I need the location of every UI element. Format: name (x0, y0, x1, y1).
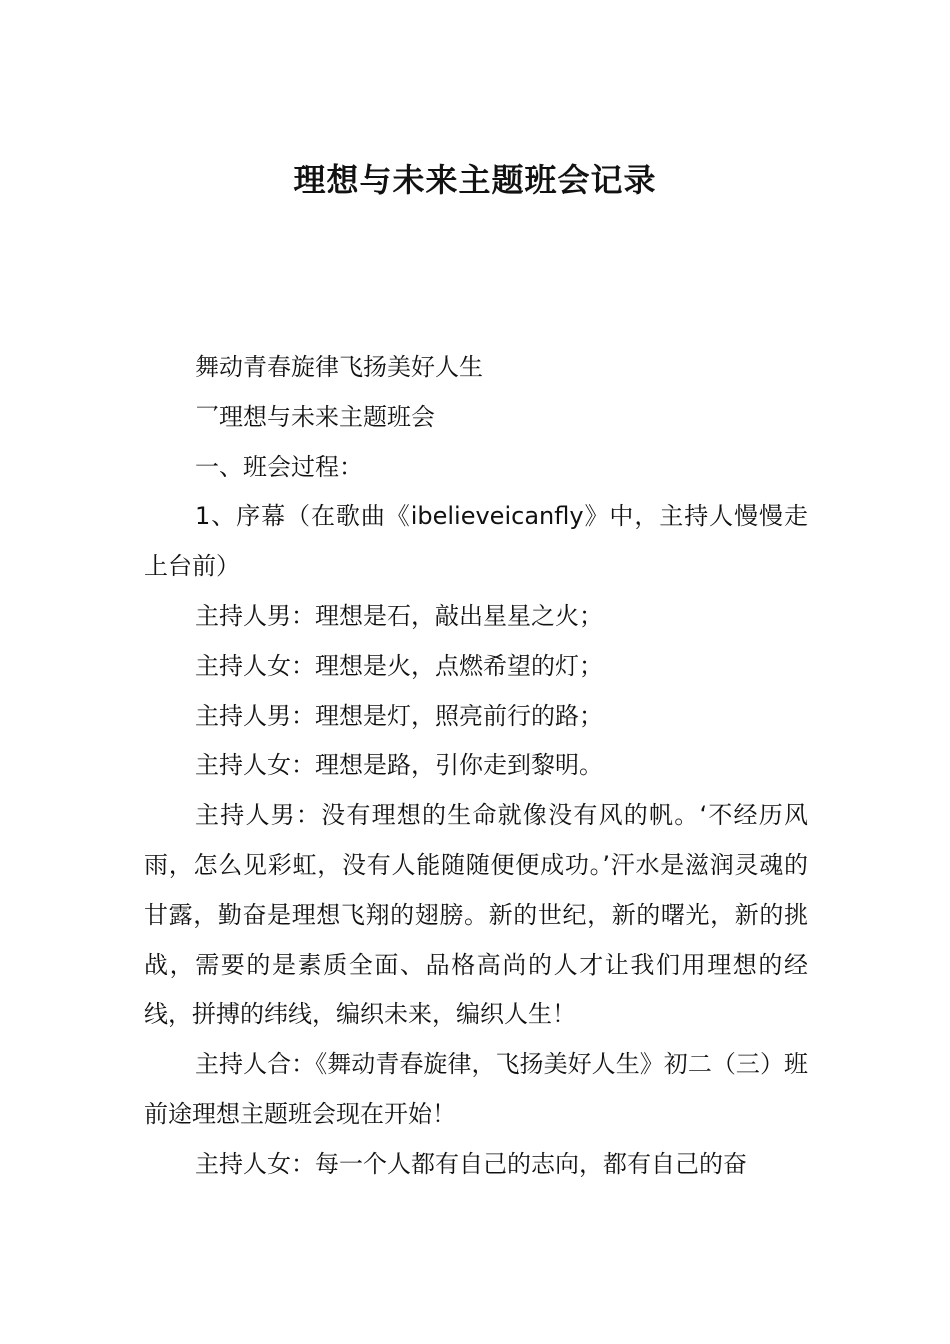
document-body (144, 343, 808, 1190)
paragraph-host-male-2: 主持人男：理想是灯，照亮前行的路； (195, 701, 603, 730)
paragraph-subtitle: 乛理想与未来主题班会 (195, 402, 435, 431)
paragraph-host-male-3: 主持人男：没有理想的生命就像没有风的帆。‘不经历风雨，怎么见彩虹，没有人能随随便便成功。’汗水是滋润灵魂的甘露，勤奋是理想飞翔的翅膀。新的世纪，新的曙光，新的挑战，需要的是素质全面、品格高尚的人才让我们用理想的经线，拼搏的纬线，编织未来，编织人生！ (144, 801, 808, 1029)
paragraph-section-heading: 一、班会过程： (195, 452, 363, 481)
paragraph-host-female-1: 主持人女：理想是火，点燃希望的灯； (195, 651, 603, 680)
document-title: 理想与未来主题班会记录 (293, 161, 657, 199)
paragraph-host-female-3: 主持人女：每一个人都有自己的志向，都有自己的奋 (195, 1149, 747, 1178)
paragraph-prelude: 1、序幕（在歌曲《ibelieveicanfly》中，主持人慢慢走上台前） (144, 502, 808, 581)
paragraph-host-male-1: 主持人男：理想是石，敲出星星之火； (195, 601, 603, 630)
paragraph-slogan: 舞动青春旋律飞扬美好人生 (195, 353, 483, 381)
paragraph-hosts-together: 主持人合：《舞动青春旋律，飞扬美好人生》初二（三）班前途理想主题班会现在开始！ (144, 1050, 808, 1128)
paragraph-host-female-2: 主持人女：理想是路，引你走到黎明。 (195, 751, 603, 780)
